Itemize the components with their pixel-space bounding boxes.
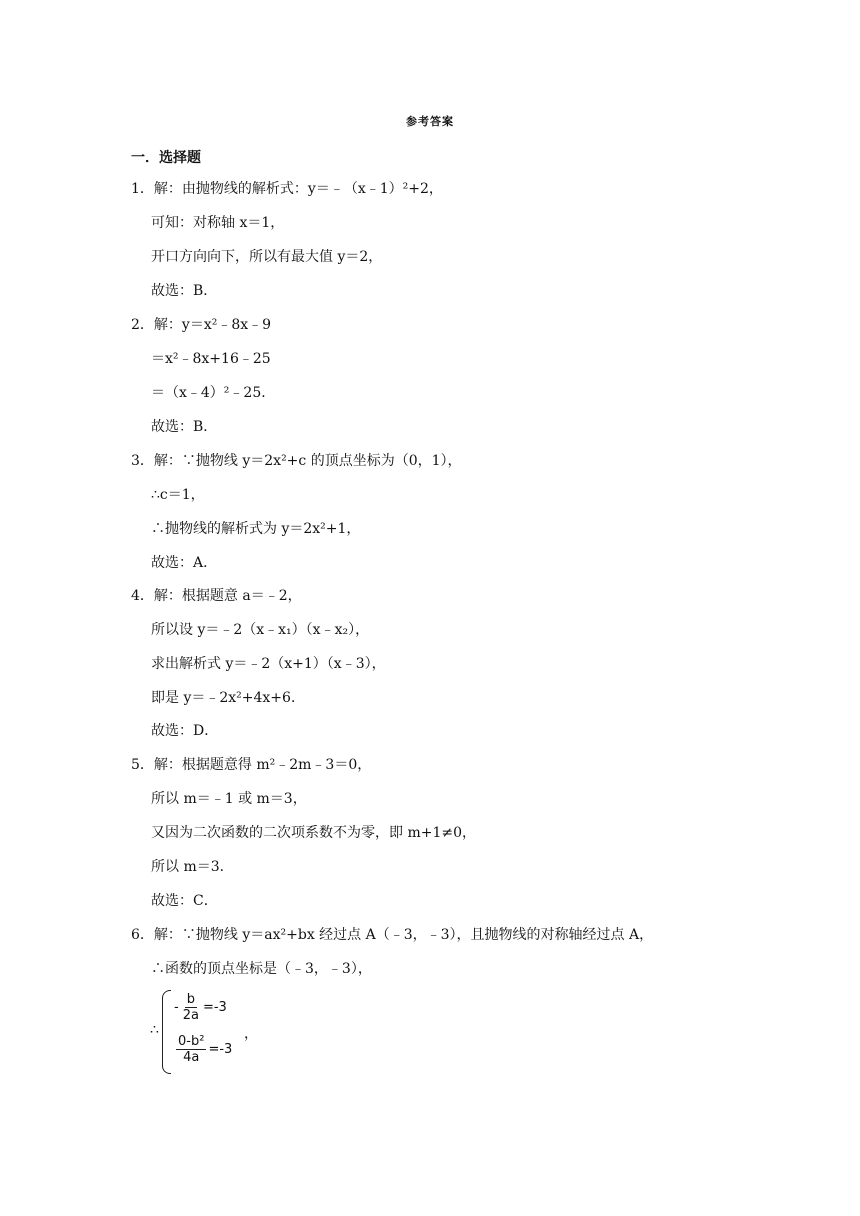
left-brace	[162, 990, 171, 1074]
equation-1-fraction	[181, 992, 201, 1023]
answer-1-line-2: 可知：对称轴 x＝1，	[151, 215, 285, 231]
therefore-symbol: ∴	[150, 1022, 159, 1038]
answer-3-line-2: ∴c＝1，	[151, 487, 205, 503]
equation-2-denominator: 4a	[183, 1050, 200, 1065]
answer-3-line-4: 故选：A．	[151, 555, 218, 571]
answer-4-line-4: 即是 y＝﹣2x²+4x+6．	[151, 690, 305, 706]
answer-5-line-4: 所以 m＝3．	[151, 859, 234, 875]
equation-trailing-comma: ，	[244, 1026, 258, 1042]
answer-4-line-3: 求出解析式 y＝﹣2（x+1）（x﹣3），	[151, 656, 386, 672]
equation-1-sign: -	[174, 1000, 179, 1015]
answer-2-line-3: ＝（x﹣4）²﹣25．	[151, 385, 276, 401]
answer-3-line-3: ∴抛物线的解析式为 y＝2x²+1，	[151, 521, 361, 537]
answer-1-line-3: 开口方向向下，所以有最大值 y＝2，	[151, 249, 383, 265]
answer-5-line-2: 所以 m＝﹣1 或 m＝3，	[151, 791, 307, 807]
equation-2-rhs: =-3	[208, 1042, 233, 1057]
answer-5-line-3: 又因为二次函数的二次项系数不为零，即 m+1≠0，	[151, 825, 476, 841]
equation-1-denominator: 2a	[182, 1008, 199, 1023]
equation-2	[174, 1034, 232, 1065]
answer-4-line-2: 所以设 y＝﹣2（x﹣x₁）（x﹣x₂），	[151, 622, 370, 638]
answer-2-line-4: 故选：B．	[151, 419, 218, 435]
answer-5-line-1: 5．解：根据题意得 m²﹣2m﹣3＝0，	[131, 757, 372, 773]
page-title: 参考答案	[406, 115, 454, 128]
answer-3-line-1: 3．解：∵抛物线 y＝2x²+c 的顶点坐标为（0，1），	[131, 453, 462, 469]
equation-1-numerator: b	[186, 992, 195, 1007]
answer-6-line-2: ∴函数的顶点坐标是（﹣3，﹣3），	[151, 961, 372, 977]
equation-1-rhs: =-3	[202, 1000, 227, 1015]
answer-1-line-1: 1．解：由抛物线的解析式：y＝﹣（x﹣1）²+2，	[131, 181, 443, 197]
answer-6-line-1: 6．解：∵抛物线 y＝ax²+bx 经过点 A（﹣3，﹣3），且抛物线的对称轴经过点 A，	[131, 927, 654, 943]
answer-1-line-4: 故选：B．	[151, 283, 218, 299]
section-heading: 一．选择题	[131, 150, 201, 166]
equation-1	[174, 992, 227, 1023]
answer-5-line-5: 故选：C．	[151, 893, 218, 909]
answer-2-line-2: ＝x²﹣8x+16﹣25	[151, 351, 271, 367]
equation-2-numerator: 0-b²	[178, 1034, 205, 1049]
equation-2-fraction	[176, 1034, 206, 1065]
answer-4-line-5: 故选：D．	[151, 723, 219, 739]
answer-4-line-1: 4．解：根据题意 a＝﹣2，	[131, 588, 302, 604]
answer-2-line-1: 2．解：y＝x²﹣8x﹣9	[131, 317, 272, 333]
